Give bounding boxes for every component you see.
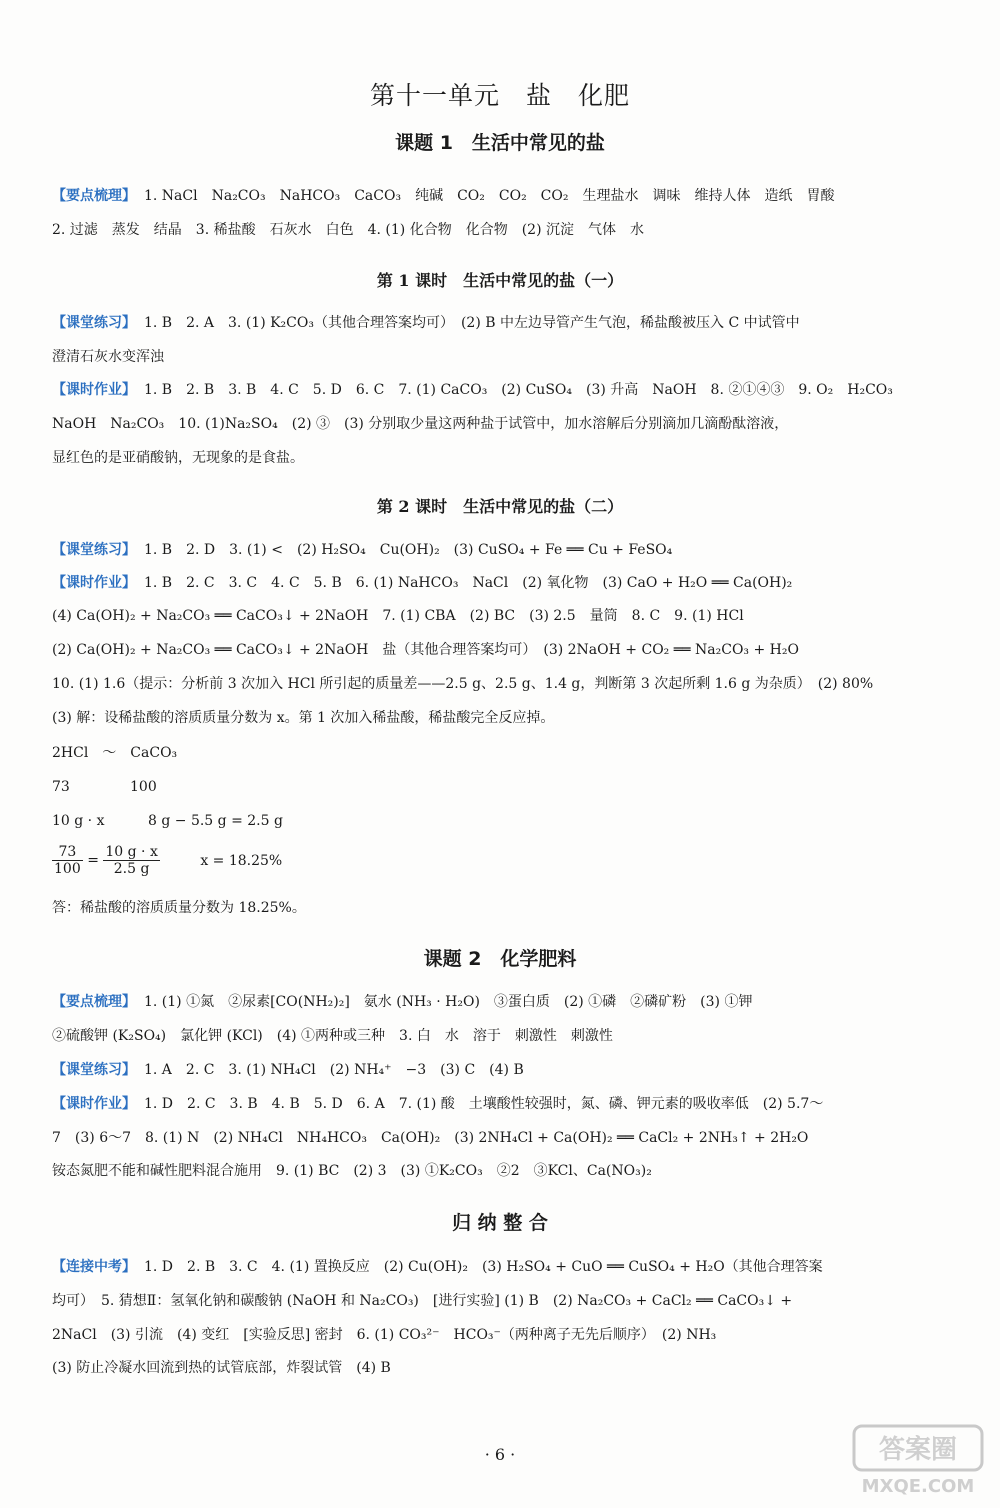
lesson2-ks-line3: (2) Ca(OH)₂ + Na₂CO₃ ══ CaCO₃↓ + 2NaOH 盐（其他合理答案均可） (3) 2NaOH + CO₂ ══ Na₂CO₃ + H₂O [52, 642, 799, 658]
section-tag: 【课时作业】 [52, 1096, 136, 1112]
topic2-yd-line1 [52, 992, 952, 1012]
section-tag: 【连接中考】 [52, 1259, 136, 1275]
answer-text: 1. B 2. C 3. C 4. C 5. B 6. (1) NaHCO₃ NaCl (2) 氧化物 (3) CaO + H₂O ══ Ca(OH)₂ [144, 575, 793, 591]
lesson1-ks-line2: NaOH Na₂CO₃ 10. (1)Na₂SO₄ (2) ③ (3) 分别取少量这两种盐于试管中，加水溶解后分别滴加几滴酚酞溶液， [52, 416, 789, 432]
topic2-ks-line3: 铵态氮肥不能和碱性肥料混合施用 9. (1) BC (2) 3 (3) ①K₂CO₃ ②2 ③KCl、Ca(NO₃)₂ [52, 1163, 652, 1179]
lesson1-kt-line2: 澄清石灰水变浑浊 [52, 349, 164, 365]
calc-value: 8 g − 5.5 g = 2.5 g [148, 813, 283, 829]
fraction-right: $\frac{10 g \cdot x}{2.5 g}$ [105, 844, 158, 877]
page-number: · 6 · [484, 1445, 516, 1464]
lesson1-ks-line3: 显红色的是亚硝酸钠，无现象的是食盐。 [52, 450, 304, 466]
summary-title: 归 纳 整 合 [452, 1212, 548, 1234]
topic2-ks-line2: 7 (3) 6～7 8. (1) N (2) NH₄Cl NH₄HCO₃ Ca(OH)₂ (3) 2NH₄Cl + Ca(OH)₂ ══ CaCl₂ + 2NH₃↑ + 2H₂O [52, 1130, 809, 1146]
answer-text: 1. NaCl Na₂CO₃ NaHCO₃ CaCO₃ 纯碱 CO₂ CO₂ CO₂ 生理盐水 调味 维持人体 造纸 胃酸 [144, 188, 835, 204]
lesson1-title: 第 1 课时 生活中常见的盐（一） [376, 271, 624, 290]
lesson2-ks-line5: (3) 解：设稀盐酸的溶质质量分数为 x。第 1 次加入稀盐酸，稀盐酸完全反应掉。 [52, 710, 555, 726]
lesson2-ks-line2: (4) Ca(OH)₂ + Na₂CO₃ ══ CaCO₃↓ + 2NaOH 7. (1) CBA (2) BC (3) 2.5 量筒 8. C 9. (1) HCl [52, 608, 744, 624]
answer-text: 1. B 2. A 3. (1) K₂CO₃（其他合理答案均可） (2) B 中左边导管产生气泡，稀盐酸被压入 C 中试管中 [144, 315, 800, 331]
lesson2-kt-line1 [52, 540, 952, 560]
section-tag: 【课时作业】 [52, 575, 136, 591]
fraction-left: $\frac{73}{100}$ [54, 844, 81, 877]
topic2-yd-line2: ②硫酸钾 (K₂SO₄) 氯化钾 (KCl) (4) ①两种或三种 3. 白 水 溶于 刺激性 刺激性 [52, 1028, 613, 1044]
svg-text:MXQE.COM: MXQE.COM [861, 1476, 975, 1497]
summary-lj-line2: 均可） 5. 猜想Ⅱ：氢氧化钠和碳酸钠 (NaOH 和 Na₂CO₃) [进行实验] (1) B (2) Na₂CO₃ + CaCl₂ ══ CaCO₃↓ + [52, 1293, 793, 1309]
unit-title: 第十一单元 盐 化肥 [369, 81, 630, 110]
section-tag: 【课堂练习】 [52, 542, 136, 558]
summary-lj-line1 [52, 1257, 952, 1277]
svg-text:答案圈: 答案圈 [878, 1435, 958, 1465]
lesson2-title: 第 2 课时 生活中常见的盐（二） [376, 497, 624, 516]
watermark-logo [848, 1422, 988, 1500]
calc-value: 73 [52, 779, 70, 795]
topic1-yaodian-line1 [52, 186, 952, 206]
calc-value: 100 [130, 779, 157, 795]
answer-text: 1. (1) ①氮 ②尿素[CO(NH₂)₂] 氨水 (NH₃ · H₂O) ③蛋白质 (2) ①磷 ②磷矿粉 (3) ①钾 [144, 994, 753, 1010]
section-tag: 【课堂练习】 [52, 315, 136, 331]
section-tag: 【要点梳理】 [52, 994, 136, 1010]
lesson1-kt-line1 [52, 313, 952, 333]
answer-text: 1. D 2. C 3. B 4. B 5. D 6. A 7. (1) 酸 土壤酸性较强时，氮、磷、钾元素的吸收率低 (2) 5.7～ [144, 1096, 824, 1112]
calc-value: 10 g · x [52, 813, 105, 829]
topic2-kt-line1 [52, 1060, 952, 1080]
topic2-ks-line1 [52, 1094, 952, 1114]
calc-answer: 答：稀盐酸的溶质质量分数为 18.25%。 [52, 900, 306, 916]
lesson2-ks-line4: 10. (1) 1.6（提示：分析前 3 次加入 HCl 所引起的质量差——2.5 g、2.5 g、1.4 g，判断第 3 次起所剩 1.6 g 为杂质） (2) 80% [52, 676, 874, 692]
topic1-yaodian-line2: 2. 过滤 蒸发 结晶 3. 稀盐酸 石灰水 白色 4. (1) 化合物 化合物 (2) 沉淀 气体 水 [52, 222, 644, 238]
calc-eq1: 2HCl ～ CaCO₃ [52, 745, 178, 761]
calc-fraction: $\frac{73}{100}$ = $\frac{10 g \cdot x}{2.5 g}$ x = 18.25% [54, 844, 283, 877]
answer-text: 1. B 2. D 3. (1) < (2) H₂SO₄ Cu(OH)₂ (3) CuSO₄ + Fe ══ Cu + FeSO₄ [144, 542, 673, 558]
answer-text: 1. A 2. C 3. (1) NH₄Cl (2) NH₄⁺ −3 (3) C (4) B [144, 1062, 524, 1078]
topic2-title: 课题 2 化学肥料 [423, 948, 577, 970]
section-tag: 【要点梳理】 [52, 188, 136, 204]
topic1-title: 课题 1 生活中常见的盐 [395, 132, 605, 154]
summary-lj-line4: (3) 防止冷凝水回流到热的试管底部，炸裂试管 (4) B [52, 1360, 391, 1376]
calc-eq2 [52, 777, 952, 797]
answer-text: 1. D 2. B 3. C 4. (1) 置换反应 (2) Cu(OH)₂ (3) H₂SO₄ + CuO ══ CuSO₄ + H₂O（其他合理答案 [144, 1259, 823, 1275]
lesson1-ks-line1 [52, 380, 952, 400]
answer-text: 1. B 2. B 3. B 4. C 5. D 6. C 7. (1) CaCO₃ (2) CuSO₄ (3) 升高 NaOH 8. ②①④③ 9. O₂ H₂CO₃ [144, 382, 893, 398]
lesson2-ks-line1 [52, 573, 952, 593]
section-tag: 【课堂练习】 [52, 1062, 136, 1078]
summary-lj-line3: 2NaCl (3) 引流 (4) 变红 [实验反思] 密封 6. (1) CO₃²⁻ HCO₃⁻（两种离子无先后顺序） (2) NH₃ [52, 1327, 717, 1343]
calc-eq3 [52, 811, 952, 831]
calc-result: x = 18.25% [200, 852, 283, 869]
section-tag: 【课时作业】 [52, 382, 136, 398]
